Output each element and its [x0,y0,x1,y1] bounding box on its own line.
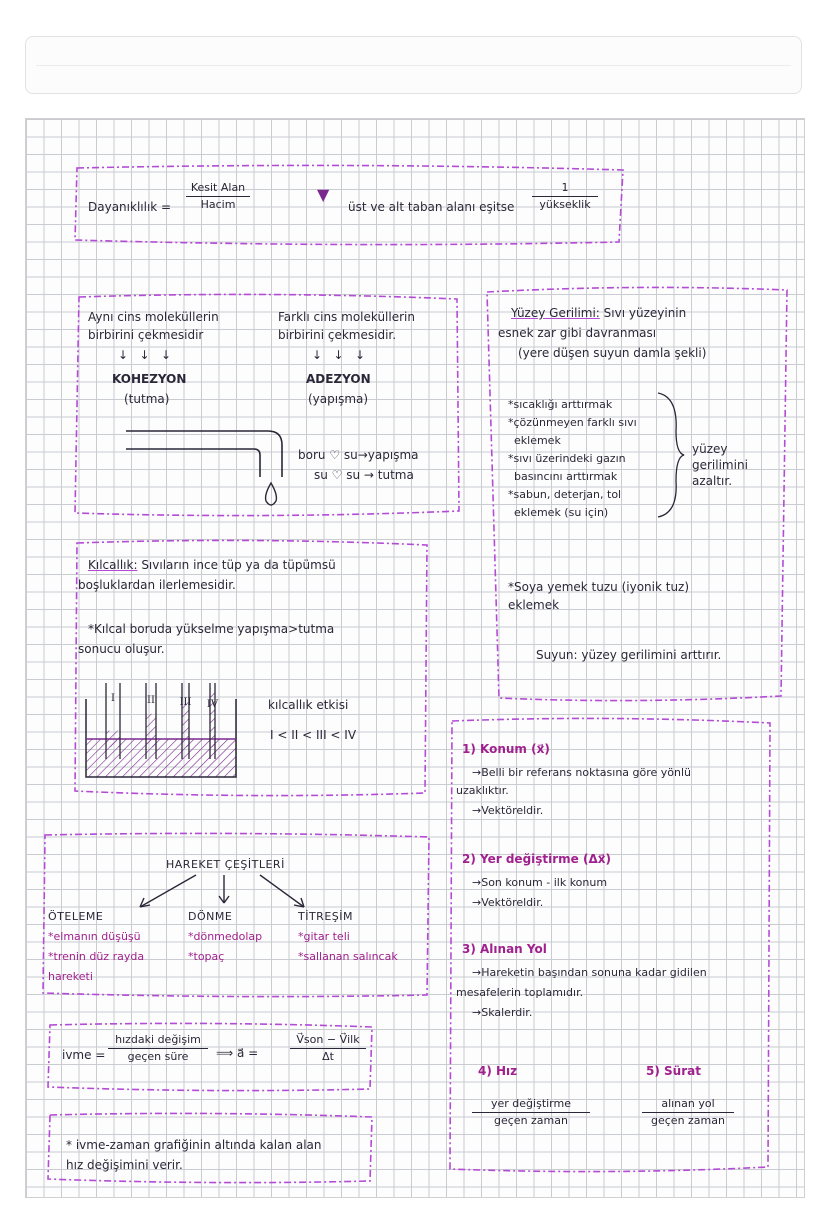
adezyon-sub: (yapışma) [308,392,369,406]
adezyon-def-2: birbirini çekmesidir. [278,328,397,342]
konum-line-3: →Vektöreldir. [472,804,544,817]
hareket-title: HAREKET ÇEŞİTLERİ [166,858,285,871]
tube-label: I [111,693,115,704]
tube-label: II [147,695,155,706]
hiz-fraction [472,1097,590,1128]
tube-liquid [210,689,215,747]
hareket-item: *sallanan salıncak [298,950,398,963]
fraction-bar [290,1048,366,1049]
fraction-denominator: geçen zaman [651,1114,725,1127]
tube-label: III [179,697,192,708]
yuzey-side-3: azaltır. [692,474,733,488]
yuzey-side-1: yüzey [692,442,728,456]
ivme-arrow: ⟹ a⃗ = [216,1046,259,1060]
kilcallik-note-1: *Kılcal boruda yükselme yapışma>tutma [88,622,335,636]
fraction-denominator: Hacim [200,198,236,211]
kilcallik-effect: kılcallık etkisi [268,698,349,712]
fraction-bar [186,196,250,197]
yuzey-def-3: (yere düşen suyun damla şekli) [518,346,707,360]
tube-label: IV [206,699,219,710]
page-header-strip [25,36,802,94]
yuzey-item: eklemek (su için) [514,506,609,519]
fraction-numerator: hızdaki değişim [115,1033,201,1046]
down-arrows-icon: ↓ ↓ ↓ [118,348,172,362]
fraction-denominator: yükseklik [539,198,591,211]
pipe-drop-drawing [126,419,296,511]
konum-title: 1) Konum (x⃗) [462,742,550,756]
brace-icon [656,391,686,519]
yerdegistirme-line-2: →Vektöreldir. [472,896,544,909]
fraction-numerator: V⃗son − V⃗ilk [296,1033,360,1046]
fraction-denominator: geçen süre [127,1050,189,1063]
fraction-numerator: 1 [561,181,569,194]
konum-line-1: →Belli bir referans noktasına göre yönlü [472,766,692,779]
dayaniklilik-note: üst ve alt taban alanı eşitse [348,200,515,214]
kilcallik-order: I < II < III < IV [270,728,357,742]
kilcallik-title [88,557,336,573]
yuzey-title [511,305,686,321]
fraction-denominator: Δt [322,1050,334,1063]
hareket-item: *trenin düz rayda [48,950,145,963]
yuzey-item: *sıcaklığı arttırmak [508,398,613,411]
fraction-denominator: geçen zaman [494,1114,568,1127]
surat-title: 5) Sürat [646,1064,701,1078]
yuzey-def-2: esnek zar gibi davranması [498,326,657,340]
yerdegistirme-title: 2) Yer değiştirme (Δx⃗) [462,852,611,866]
yerdegistirme-line-1: →Son konum - ilk konum [472,876,608,889]
yuzey-item: *çözünmeyen farklı sıvı [508,416,637,429]
hareket-item: *elmanın düşüşü [48,930,141,943]
yuzey-salt-1: *Soya yemek tuzu (iyonik tuz) [508,580,690,594]
yuzey-side-2: gerilimini [692,458,748,472]
hareket-col-title: ÖTELEME [48,910,104,923]
kohezyon-def-1: Aynı cins moleküllerin [88,310,219,324]
fraction-bar [642,1112,734,1113]
konum-line-2: uzaklıktır. [456,784,509,797]
tube-liquid [146,714,156,747]
adezyon-term: ADEZYON [306,372,371,386]
capillary-tubes-drawing [84,679,244,783]
warning-icon: ▼ [317,185,330,204]
fraction-bar [532,196,598,197]
hareket-item: hareketi [48,970,93,983]
tutma-equation: su ♡ su → tutma [314,468,414,482]
alinanyol-title: 3) Alınan Yol [462,942,547,956]
hareket-item: *dönmedolap [188,930,263,943]
dayaniklilik-fraction [186,181,250,212]
yapisma-equation: boru ♡ su→yapışma [298,448,419,462]
kilcallik-title-text: Kılcallık: [88,558,138,572]
ivme-vector-fraction [290,1033,366,1064]
ivme-note-1: * ivme-zaman grafiğinin altında kalan alan [66,1138,322,1152]
yuzey-item: eklemek [514,434,561,447]
kohezyon-sub: (tutma) [124,392,170,406]
yuzey-salt-2: eklemek [508,598,560,612]
tube-liquid [106,731,120,747]
hareket-col-title: TİTREŞİM [298,910,353,923]
alinanyol-line-3: →Skalerdir. [472,1006,533,1019]
alinanyol-line-2: mesafelerin toplamıdır. [456,986,584,999]
hareket-item: *topaç [188,950,225,963]
yuzey-item: basıncını arttırmak [514,470,618,483]
hareket-col-title: DÖNME [188,910,233,923]
kohezyon-def-2: birbirini çekmesidir [88,328,204,342]
fraction-numerator: yer değiştirme [491,1097,571,1110]
kilcallik-def-2: boşluklardan ilerlemesidir. [78,578,236,592]
header-rule [36,65,791,66]
yuzey-bottom: Suyun: yüzey gerilimini arttırır. [536,648,722,662]
kohezyon-term: KOHEZYON [112,372,187,386]
adezyon-def-1: Farklı cins moleküllerin [278,310,415,324]
ivme-note-2: hız değişimini verir. [66,1158,183,1172]
hiz-title: 4) Hız [478,1064,518,1078]
down-arrows-icon: ↓ ↓ ↓ [312,348,366,362]
ivme-label: ivme = [62,1048,106,1062]
hareket-item: *gitar teli [298,930,350,943]
fraction-bar [472,1112,590,1113]
yuzey-item: *sabun, deterjan, tol [508,488,622,501]
yuzey-def-1: Sıvı yüzeyinin [603,306,687,320]
fraction-numerator: alınan yol [661,1097,715,1110]
yuzey-item: *sıvı üzerindeki gazın [508,452,626,465]
dayaniklilik-label: Dayanıklılık = [88,200,172,214]
ivme-fraction [108,1033,208,1064]
kilcallik-note-2: sonucu oluşur. [78,642,165,656]
yukseklik-fraction [532,181,598,212]
surat-fraction [642,1097,734,1128]
fraction-bar [108,1048,208,1049]
grid-paper [25,118,805,1198]
alinanyol-line-1: →Hareketin başından sonuna kadar gidilen [472,966,707,979]
fraction-numerator: Kesit Alan [190,181,246,194]
yuzey-title-text: Yüzey Gerilimi: [511,306,600,320]
kilcallik-def-1: Sıvıların ince tüp ya da tüpümsü [141,558,336,572]
